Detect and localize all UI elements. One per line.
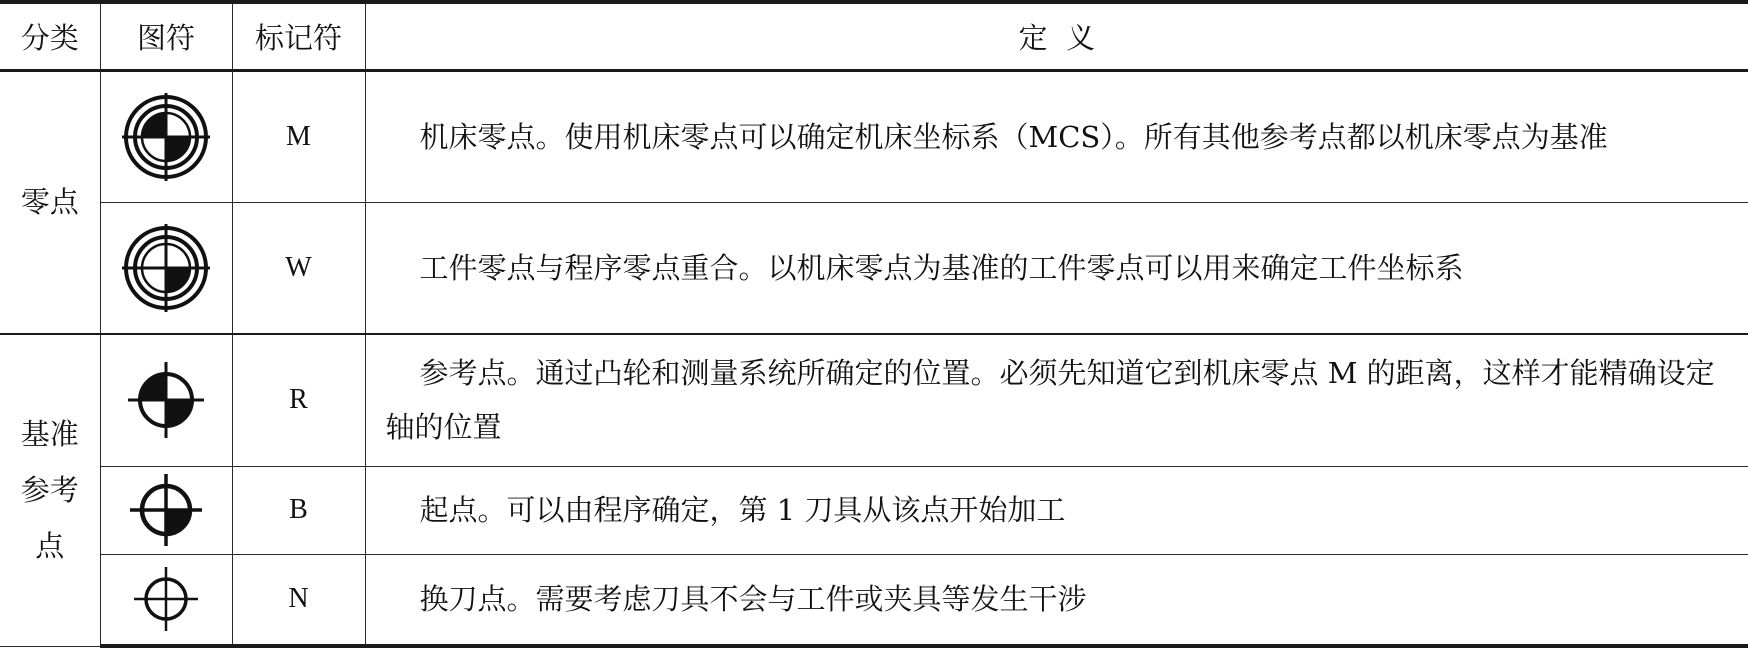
mark-cell: R (232, 334, 365, 466)
table-row (0, 466, 1748, 554)
mark-cell: M (232, 70, 365, 202)
category-cell-reference-point (0, 334, 100, 646)
header-symbol: 图符 (100, 2, 232, 70)
header-category: 分类 (0, 2, 100, 70)
header-row (0, 2, 1748, 70)
definition-text: 工件零点与程序零点重合。以机床零点为基准的工件零点可以用来确定工件坐标系 (419, 250, 1464, 285)
definition-cell (365, 554, 1748, 646)
reference-point-icon (124, 358, 208, 442)
mark-cell: B (232, 466, 365, 554)
start-point-icon (126, 470, 206, 550)
category-label: 零点 (20, 185, 79, 220)
definition-text: 参考点。通过凸轮和测量系统所确定的位置。必须先知道它到机床零点 M 的距离，这样才能精确设定轴的位置 (385, 356, 1715, 445)
mark-cell: W (232, 202, 365, 334)
definition-cell (365, 70, 1748, 202)
definition-cell (365, 334, 1748, 466)
definition-text: 起点。可以由程序确定，第 1 刀具从该点开始加工 (419, 493, 1066, 527)
machine-zero-point-icon (120, 91, 212, 183)
category-cell-zero-point (0, 70, 100, 334)
mark-cell: N (232, 554, 365, 646)
symbol-cell (100, 70, 232, 202)
category-label: 点 (35, 529, 65, 564)
category-label: 基准 (20, 417, 79, 452)
definition-text: 换刀点。需要考虑刀具不会与工件或夹具等发生干涉 (419, 582, 1087, 617)
header-mark: 标记符 (232, 2, 365, 70)
definition-text: 机床零点。使用机床零点可以确定机床坐标系（MCS）。所有其他参考点都以机床零点为基准 (419, 119, 1608, 154)
header-definition: 定 义 (365, 2, 1748, 70)
definition-cell (365, 202, 1748, 334)
symbol-cell (100, 334, 232, 466)
symbol-cell (100, 554, 232, 646)
symbol-cell (100, 466, 232, 554)
table-row (0, 70, 1748, 202)
category-label: 参考 (20, 473, 79, 508)
tool-change-point-icon (130, 563, 202, 635)
table-row (0, 554, 1748, 646)
table-row (0, 334, 1748, 466)
definition-cell (365, 466, 1748, 554)
table-row (0, 202, 1748, 334)
workpiece-zero-point-icon (120, 222, 212, 314)
symbol-cell (100, 202, 232, 334)
